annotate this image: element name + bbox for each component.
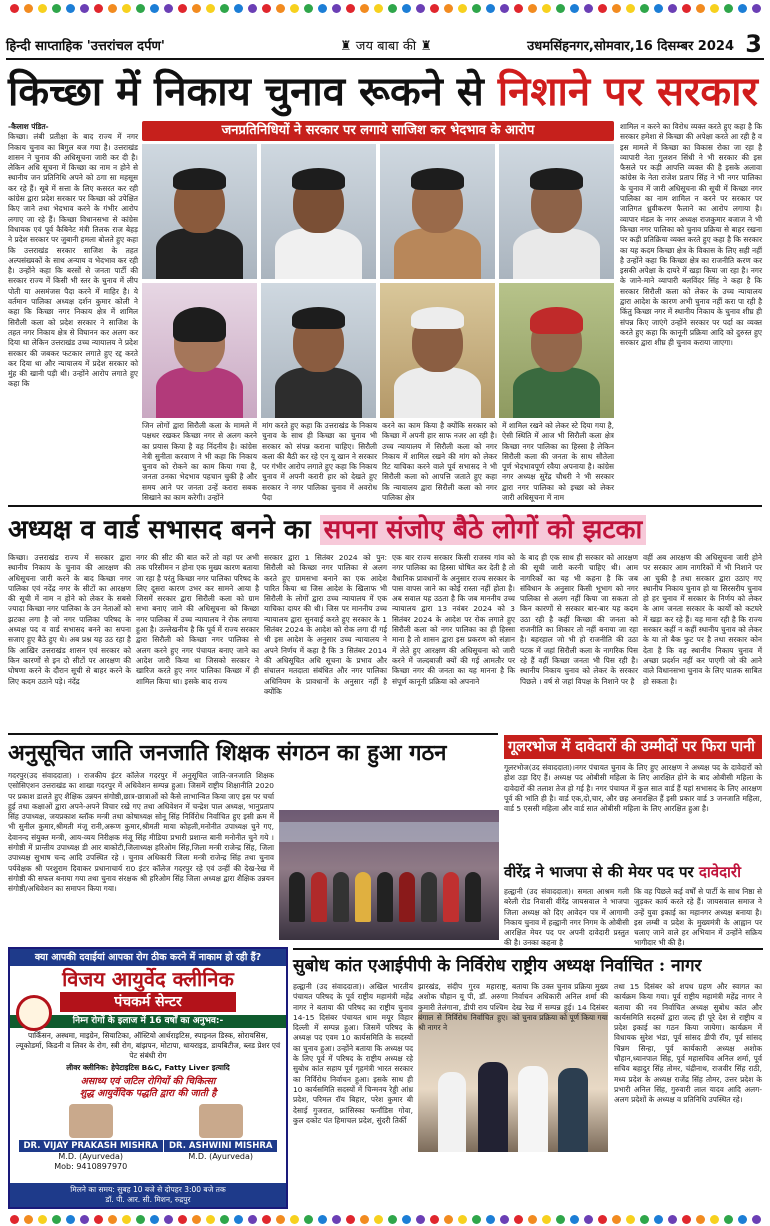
color-dot <box>500 4 509 13</box>
color-dot <box>332 1215 341 1224</box>
article-4-body: गूलरभोज(उद संवाददाता)।नगर पंचायत चुनाव के लिए हुए आरक्षण ने अध्यक्ष पद के दावेदारों को होश उड़ा दिए हैं। अध्यक्ष पद ओबीसी महिला के लिए आरक्षित होने के बाद ओबीसी महिला के दावेदारों की तलाश तेज हो गई है। नगर पंचायत में कुल सात वार्ड हैं यहां सभासद के लिए आरक्षण पूर्व की भांति ही है। वार्ड एक,दो,चार, और छह अनारक्षित हैं इसी प्रकार वार्ड 3 जनजाति महिला, वार्ड 5 एससी महिला और वार्ड सात ओबीसी महिला के लिए आरक्षित हुआ है। <box>504 763 762 814</box>
color-dot <box>458 1215 467 1224</box>
article-6-column-4: तथा 15 दिसंबर को शपथ ग्रहण और स्वागत का कार्यक्रम किया गया। पूर्व राष्ट्रीय महामंत्री महेंद्र नागर ने बताया की नव निर्वाचित अध्यक्ष सुबोध कांत और कार्यसमिति सदस्यों द्वारा जल्द ही पूरे देश से राष्ट्रीय व प्रदेश इकाई का गठन किया जायेगा। कार्यक्रम में विधायक सुरेश भंडा, पूर्व सांसद डीपी रॉय, पूर्व सांसद चिन्नम सिन्हा, पूर्व कार्यकारी अध्यक्ष अशोक चौहान,ध्यानपाल सिंह, पूर्व महासचिव अनिल शर्मा, पूर्व सचिव बहादुर सिंह तोमर, चंद्रीनाथ, राजवीर सिंह राठी, मध्य प्रदेश के अध्यक्ष राजेंद्र सिंह तोमर, उत्तर प्रदेश के प्रभारी अनिल सिंह, गुरुवारी लाल यादव आदि अलग-अलग प्रदेशों के अध्यक्ष व प्रतिनिधि उपस्थित रहे। <box>614 982 762 1105</box>
color-dot <box>654 4 663 13</box>
color-dot <box>150 4 159 13</box>
ad-highlight-1: असाध्य एवं जटिल रोगियों की चिकित्सा <box>80 1076 216 1087</box>
color-dot <box>346 1215 355 1224</box>
color-dot <box>598 4 607 13</box>
article-2-column-4: एक बार राज्य सरकार किसी राजस्व गांव को नगर पालिका का हिस्सा घोषित कर देती है तो वैधानिक प्रावधानों के अनुसार राज्य सरकार के पास वापस जाने का कोई रास्ता नहीं होता है। अब सवाल यह उठता है कि जब माननीय उच्च न्यायालय द्वारा 13 नवंबर 2024 को 3 सितंबर 2024 के आदेश पर रोक लगाते हुए सिरौली कला को नगर पालिका का ही हिस्सा माना है तो शासन द्वारा इस प्रकरण को संज्ञान में लेते हुए आरक्षण की अधिसूचना को जारी करने में जल्दबाजी क्यों की गई आमतौर पर किच्छा नगर की जनता का यह मानना है कि संपूर्ण कानूनी प्रक्रिया को अपनाने <box>392 553 515 686</box>
article-6-column-3: बताया कि उक्त चुनाव प्रक्रिया मुख्य निर्वाचन अधिकारी अनिल शर्मा की देख रेख में सम्पन्न हुई। 14 दिसंबर को चुनाव प्रक्रिया को पूर्ण किया गया <box>512 982 608 1022</box>
color-dot <box>626 1215 635 1224</box>
color-dot <box>178 1215 187 1224</box>
color-dot <box>738 4 747 13</box>
color-dot <box>346 4 355 13</box>
color-dot <box>724 4 733 13</box>
color-dot <box>80 1215 89 1224</box>
color-dot <box>710 4 719 13</box>
masthead-motto: ♜ जय बाबा की ♜ <box>340 39 432 54</box>
article-6-column-1: हल्द्वानी (उद संवाददाता)। अखिल भारतीय पंचायत परिषद के पूर्व राष्ट्रीय महामंत्री महेंद्र नागर ने बताया की परिषद का राष्ट्रीय चुनाव 14-15 दिसंबर पंचायत धाम मयूर विहार दिल्ली में सम्पन्न हुआ। जिसमें परिषद के अध्यक्ष पद एवम 10 कार्यसमिति के सदस्यों का चुनाव हुआ। उन्होंने बताया कि अध्यक्ष पद के लिए पूर्व में परिषद के राष्ट्रीय अध्यक्ष रहे सुबोध कांत सहाय पूर्व गृहमंत्री भारत सरकार का निर्विरोध निर्वाचन हुआ। इसके साथ ही 10 कार्यसमिति सदस्यों में चिन्मनय रेड्डी आंध्र प्रदेश, परिमल रॉय बिहार, परेश कुमार बी देसाई गुजरात, फ्रांसिस्का फर्नांडिस गोवा, कुल दकोट पंत हिमाचल प्रदेश, सुंदरी तिर्की <box>293 982 413 1125</box>
color-dot <box>668 4 677 13</box>
byline: -कैलाश पंडित- <box>8 122 49 131</box>
color-dot <box>402 1215 411 1224</box>
color-dot <box>262 4 271 13</box>
group-photo <box>279 810 499 940</box>
color-dot <box>514 1215 523 1224</box>
color-dot <box>752 4 761 13</box>
color-dot <box>556 4 565 13</box>
color-dot <box>626 4 635 13</box>
color-dot <box>206 1215 215 1224</box>
color-dot <box>80 4 89 13</box>
page-number: 3 <box>745 30 762 58</box>
portrait-photo <box>380 144 495 279</box>
color-dot <box>38 4 47 13</box>
color-dot <box>220 1215 229 1224</box>
paper-title: हिन्दी साप्ताहिक 'उत्तरांचल दर्पण' <box>6 39 165 54</box>
color-dot <box>94 1215 103 1224</box>
article-2-column-1: किच्छा। उत्तराखंड राज्य में सरकार द्वारा स्थानीय निकाय के चुनाव की आरक्षण की अधिसूचना जारी करने के बाद किच्छा नगर पालिका एवं नदेंद्र नगर के सीटों का आरक्षण की सूची में नाम न होने को लेकर के सबसे ज्यादा किच्छा नगर पालिका के उन नेताओं को झटका लगा है जो नगर पालिका परिषद के अध्यक्ष पद व वार्ड सभासद बनने का सपना सजाए हुए बैठे हुए थे। अब प्रश्न यह उठ रहा है कि आखिर उत्तराखंड शासन एवं सरकार को किन कारणों से इन दो सीटों पर आरक्षण की घोषणा करने के दौरान सूची से बाहर करने के लिए कदम उठाने पड़े। नंदेंद्र <box>8 553 131 686</box>
doctor-photo <box>199 1104 243 1138</box>
color-dot <box>458 4 467 13</box>
color-dot <box>416 4 425 13</box>
article-2-column-5: के बाद ही एक साथ ही सरकार को आरक्षण की सूची जारी करनी चाहिए थी। आम नागरिकों का यह भी कहना है कि जब संविधान के अनुसार किसी भूभाग को नगर पालिका से अलग नहीं किया जा सकता तो किन कारणों से सरकार बार-बार यह कदम उठा रही है कहीं किच्छा की जनता को राजनीति का शिकार तो नहीं बनाया जा रहा है। बहरहाल जो भी हो राजनीति की उठा पटक में जहां सिरौली कला के नागरिक पिस रहे हैं वहीं किच्छा जनता भी पिस रही है। स्थानीय निकाय चुनाव को लेकर के सरकार पिछले । वर्ष से जहां विपक्ष के निशाने पर है <box>520 553 638 686</box>
portrait-photo <box>142 144 257 279</box>
color-dot <box>52 1215 61 1224</box>
color-dot <box>304 4 313 13</box>
doctor-name: DR. VIJAY PRAKASH MISHRA <box>19 1140 163 1152</box>
color-dot <box>486 4 495 13</box>
ad-doctors <box>10 1104 286 1172</box>
color-dot <box>290 1215 299 1224</box>
portrait-photo <box>261 144 376 279</box>
color-dot <box>430 4 439 13</box>
doctor-card <box>164 1104 278 1172</box>
ad-liver-clinic: लीवर क्लीनिक: हेपेटाइटिस B&C, Fatty Liver इत्यादि <box>66 1063 230 1072</box>
color-dot <box>682 4 691 13</box>
color-dot <box>514 4 523 13</box>
color-dot <box>276 1215 285 1224</box>
color-dot <box>584 4 593 13</box>
color-dot <box>388 1215 397 1224</box>
color-dot <box>444 1215 453 1224</box>
color-dot <box>570 4 579 13</box>
color-dot <box>206 4 215 13</box>
article-1-column-2: जिन लोगों द्वारा सिरौली कला के मामले में पक्षधर रखकर किच्छा नगर से अलग करने का प्रयास किया है वह निंदनीय है। कांग्रेस नेत्री सुनीता करवाण ने भी कहा कि निकाय चुनाव को रोकने का काम किया गया है, जनता उनका भेदभाव पहचान चुकी है और समय आने पर जनता उन्हें करारा सबक सिखाने का काम करेगी। उन्होंने <box>142 421 257 503</box>
doctor-degree: M.D. (Ayurveda) <box>188 1152 253 1161</box>
doctor-degree: M.D. (Ayurveda) <box>58 1152 124 1161</box>
article-5-column-2: कि वह पिछले कई वर्षों से पार्टी के साथ निष्ठा से जुड़कर कार्य करते रहे हैं। जायसवाल समाज ने उन्हें युवा इकाई का महानगर अध्यक्ष बनाया है। इस लम्बी व प्रदेश के मुख्यमंत्री के आह्वान पर चलाए जाने वाले हर अभियान में उन्होंने सक्रिय भागीदार भी की है। <box>634 887 762 948</box>
color-dot <box>472 1215 481 1224</box>
color-dot <box>430 1215 439 1224</box>
dateline: उधमसिंहनगर,सोमवार,16 दिसम्बर 2024 <box>527 39 734 54</box>
article-2-headline: अध्यक्ष व वार्ड सभासद बनने का सपना संजोए बैठे लोगों को झटका <box>8 505 762 551</box>
color-dot <box>556 1215 565 1224</box>
color-dot <box>10 4 19 13</box>
color-dot <box>248 1215 257 1224</box>
color-dot <box>444 4 453 13</box>
color-dot <box>276 4 285 13</box>
color-dot <box>66 1215 75 1224</box>
color-dot <box>220 4 229 13</box>
color-dot <box>122 4 131 13</box>
color-dot <box>654 1215 663 1224</box>
color-dot <box>486 1215 495 1224</box>
top-color-strip <box>0 2 770 14</box>
color-dot <box>262 1215 271 1224</box>
masthead <box>6 32 764 60</box>
ad-footer: मिलने का समय: सुबह 10 बजे से दोपहर 3:00 बजे तक डॉ. पी. आर. सी. मिशन, रुद्रपुर <box>10 1183 286 1207</box>
clinic-logo-icon <box>16 995 52 1031</box>
ad-band: निम्न रोगों के इलाज में 16 वर्षों का अनुभव:- <box>10 1015 286 1028</box>
color-dot <box>108 4 117 13</box>
portrait-photo <box>499 283 614 418</box>
article-1-column-6: शामिल न करने का विरोध व्यक्त करते हुए कहा है कि सरकार हमेशा से किच्छा की अपेक्षा करते आ रही है व इस मामले में किच्छा का विकास रोका जा रहा है व्यापारी नेता गुलशन सिंधी ने भी सरकार की इस फैसले पर कड़ी आपत्ति व्यक्त की है इसके अलावा कांग्रेस के नेता राजेश प्रताप सिंह ने भी नगर पालिका के चुनाव में जारी अधिसूचना की सूची में किच्छा नगर पालिका का नाम शामिल न करने पर सरकार पर जातिगत ध्रुवीकरण फैलाने का आरोप लगाया है। व्यापार मंडल के नगर अध्यक्ष राजकुमार बजाज ने भी किच्छा नगर पालिका को चुनाव प्रक्रिया से बाहर रखना पर कड़ी प्रतिक्रिया व्यक्त करते हुए कहा है कि सरकार का यह कदम किच्छा क्षेत्र के विकास के लिए सही नहीं है उन्होंने कहा कि किच्छा क्षेत्र का राजनीति करण कर इसकी अपेक्षा के दायरे में खड़ा किया जा रहा है। नगर के जाने-माने व्यापारी बलविंदर सिंह ने कहा है कि सरकार सिरौली कला को लेकर के उच्च न्यायालय द्वारा आदेश के कारण अभी चुनाव नहीं करा पा रही है किंतु किच्छा नगर में स्थानीय निकाय के चुनाव शीघ्र ही संपन्न किए जाएंगे उन्होंने सरकार पर पर्दा का व्यक्त करते हुए कहा कि कानूनी प्रक्रिया आदि को दुरुस्त हुए सरकार द्वारा शीघ्र ही चुनाव कराया जाएगा। <box>620 122 762 348</box>
portrait-photo <box>499 144 614 279</box>
color-dot <box>738 1215 747 1224</box>
color-dot <box>528 1215 537 1224</box>
color-dot <box>584 1215 593 1224</box>
color-dot <box>136 4 145 13</box>
article-5-column-1: हल्द्वानी (उद संवाददाता)। समता आश्रम गली बरेली रोड निवासी वीरेंद्र जायसवाल ने भाजपा जिला अध्यक्ष को दिए आवेदन पत्र में आगामी निकाय चुनाव में हल्द्वानी नगर निगम के ओबीसी आरक्षित मेयर पद पर अपनी दावेदारी प्रस्तुत की है। उनका कहना है <box>504 887 629 948</box>
color-dot <box>416 1215 425 1224</box>
color-dot <box>668 1215 677 1224</box>
color-dot <box>710 1215 719 1224</box>
color-dot <box>374 4 383 13</box>
color-dot <box>612 4 621 13</box>
article-4-headline: गूलरभोज में दावेदारों की उम्मीदों पर फिरा पानी <box>504 735 762 759</box>
color-dot <box>360 4 369 13</box>
color-dot <box>108 1215 117 1224</box>
color-dot <box>66 4 75 13</box>
color-dot <box>136 1215 145 1224</box>
article-1-column-4: करने का काम किया है क्योंकि सरकार को किच्छा में अपनी हार साफ नजर आ रही है। उच्च न्यायालय में सिरौली कला को नगर निकाय में शामिल रखने की मांग को लेकर रिट याचिका करने वाले पूर्व सभासद ने भी सिरौली कला को आपत्ति जताते हुए कहा कि न्यायालय द्वारा सिरौली कला को नगर पालिका क्षेत्र <box>382 421 497 503</box>
article-2-column-6: वहीं अब आरक्षण की अधिसूचना जारी होने पर सरकार आम नागरिकों में भी निशाने पर आ चुकी है तथा सरकार द्वारा उठाए गए स्थानीय निकाय चुनाव हो या सिरसरीय चुनाव हो हर चुनाव में सरकार के निर्णय को लेकर के आम जनता सरकार के कार्यों को कटघरे में खड़ा कर रहे हैं। यह माना रही है कि राज्य सरकार कहीं न कहीं स्थानीय चुनाव को लेकर के या तो बैक फुट पर है तथा सरकार कोन देता है कि वह स्थानीय निकाय चुनाव में अच्छा प्रदर्शन नहीं कर पाएगी जो की आने वाले विधानसभा चुनाव के लिए घातक साबित हो सकता है। <box>643 553 762 686</box>
color-dot <box>304 1215 313 1224</box>
article-6-column-2: झारखंड, संदीप गुरव महाराष्ट्र, अशोक चौहान यू पी, डॉ. अरुणा कुमारी तेलंगाना, डीपी राय पश्चिम बंगाल से निर्विरोध निर्वाचित हुए। श्री नागर ने <box>418 982 508 1033</box>
color-dot <box>542 1215 551 1224</box>
color-dot <box>472 4 481 13</box>
article-1-column-1: -कैलाश पंडित- किच्छा। लंबी प्रतीक्षा के बाद राज्य में नगर निकाय चुनाव का बिगुल बज गया है। उत्तराखंड शासन ने चुनाव की अधिसूचना जारी कर दी है। लेकिन अधि सूचना में किच्छा का नाम न होने से स्थानीय जन प्रतिनिधि अपने को ठगा सा महसूस कर रहे हैं। सूबे में सत्ता के लिए कसरत कर रही कांग्रेस द्वारा प्रदेश सरकार पर किच्छा को उपेक्षित किए जाने तथा भेदभाव करने के गंभीर आरोप लगाए जा रहे हैं। किच्छा विधानसभा से कांग्रेस विधायक एवं पूर्व कैबिनेट मंत्री तिलक राज बेहड़ ने प्रदेश सरकार पर जुबानी हमला बोलते हुए कहा कि उत्तराखंड सरकार साजिश के तहत अल्पसंख्यकों के साथ अन्याय व भेदभाव कर रही है। उन्होंने कहा कि बरसों से जनता पार्टी की सरकार राज्य में किसी भी स्तर के चुनाव में लीप पोती या असमंजस पैदा करने में माहिर है। ये वर्तमान पालिका अध्यक्ष दर्शन कुमार कोली ने कहा कि किच्छा नगर निकाय क्षेत्र में शामिल सिरौली कला को प्रदेश सरकार ने साजिश के तहत नगर निकाय क्षेत्र से विघानन कर अलग कर दिया था लेकिन उत्तराखंड उच्च न्यायालय ने प्रदेश सरकार की जबकर फटकार लगाते हुए रद्द करते कर दिया था और न्यायालय में प्रदेश सरकार को मुंह की खानी पड़ी थी। उन्होंने आरोप लगाते हुए कहा कि <box>8 122 138 389</box>
color-dot <box>290 4 299 13</box>
color-dot <box>192 4 201 13</box>
color-dot <box>528 4 537 13</box>
ad-clinic-name: विजय आयुर्वेद क्लीनिक <box>62 967 234 991</box>
doctor-photo <box>69 1104 113 1138</box>
color-dot <box>122 1215 131 1224</box>
color-dot <box>248 4 257 13</box>
article-2-column-2: नगर की सीट की बात करें तो वहां पर अभी तक परिसीमन न होना एक मुख्य कारण बताया जा रहा है परंतु किच्छा नगर पालिका परिषद के लिए दूसरा कारण उभर कर सामने आया है जिसमें सरकार द्वारा सिरौली कला को ग्राम सभा बनाए जाने की अधिसूचना को किच्छा नगर पालिका में उच्च न्यायालय ने रोक लगाया हुआ है। उल्लेखनीय है कि पूर्व में राज्य सरकार द्वारा सिरौली को किच्छा नगर पालिका से अलग करने हुए नगर पंचायत बनाए जाने का आदेश जारी किया था जिसको सरकार ने खारिज करते हुए नगर पालिका किच्छा में ही शामिल किया था। इसके बाद राज्य <box>136 553 259 686</box>
doctor-name: DR. ASHWINI MISHRA <box>164 1140 278 1152</box>
color-dot <box>234 1215 243 1224</box>
article-6-headline: सुबोध कांत एआईपीपी के निर्विरोध राष्ट्रीय अध्यक्ष निर्वाचित : नागर <box>293 948 763 980</box>
color-dot <box>24 4 33 13</box>
color-dot <box>696 1215 705 1224</box>
color-dot <box>24 1215 33 1224</box>
article-1-photo-grid <box>142 144 614 418</box>
article-3-headline: अनुसूचित जाति जनजाति शिक्षक संगठन का हुआ गठन <box>8 733 498 769</box>
doctor-card <box>19 1104 163 1172</box>
color-dot <box>682 1215 691 1224</box>
article-1-headline: किच्छा में निकाय चुनाव रूकने से निशाने पर सरकार <box>8 68 758 115</box>
lamp-icon: ♜ <box>420 39 432 54</box>
color-dot <box>234 4 243 13</box>
article-2-column-3: सरकार द्वारा 1 सितंबर 2024 को पुन: सिरौली को किच्छा नगर पालिका से अलग करते हुए ग्रामसभा बनाने का एक आदेश पारित किया था जिस आदेश के खिलाफ भी सिरौली के लोगों द्वारा उच्च न्यायालय में एक याचिका दायर की थी। जिस पर माननीय उच्च न्यायालय द्वारा सुनवाई करते हुए सरकार के 1 सितंबर 2024 के आदेश को रोक लगा दी गई थी इस आदेश के अनुसार उच्च न्यायालय ने अपने निर्णय में कहा है कि 3 सितंबर 2014 की अधिसूचित अधि सूचना के प्रभाव और संचालन मतदाता संबंधित और नगर पालिका अधिनियम के प्रावधानों के अनुसार नहीं है क्योंकि <box>264 553 387 696</box>
color-dot <box>150 1215 159 1224</box>
color-dot <box>402 4 411 13</box>
color-dot <box>640 1215 649 1224</box>
bottom-color-strip <box>0 1213 770 1225</box>
color-dot <box>360 1215 369 1224</box>
color-dot <box>542 4 551 13</box>
portrait-photo <box>261 283 376 418</box>
ad-top-line: क्या आपकी दवाईयां आपका रोग ठीक करने में नाकाम हो रही हैं? <box>10 949 286 966</box>
article-3-body: गदरपुर(उद संवाददाता) । राजकीय इंटर कॉलेज गदरपुर में अनुसूचित जाति-जनजाति शिक्षक एसोसिएशन उत्तराखंड का शाखा गदरपुर में अधिवेशन सम्पन्न हुआ। जिसमें राष्ट्रीय शिक्षानीति 2020 पर प्रकाश डालते हुए शैक्षिक उन्नयन संगोष्ठी,छात्र-छात्राओं को कैसे लाभान्वित किया जाए इस पर चर्चा हुई तथा कक्षाओं द्वारा अपने-अपने विचार रखे गए तथा अधिवेशन में चन्द्रेश पाल अध्यक्ष, भानुप्रताप सिंह उपाध्यक्ष, जयप्रकाश ब्लॉक मन्त्री तथा कोषाध्यक्ष सोनू सिंह निर्विरोध निर्वाचित हुए इसी क्रम में भी सुनील कुमार,श्रीमती मंजू रानी,अरूण कुमार,श्रीमती माया कोहली,मनोनीत उपाध्यक्ष चुने गए, देवानन्द संयुक्त मन्त्री, आय-व्यय निरीक्षक मंजू सिंह मीडिया प्रभारी प्रशान्त बानी मनोनीत चुने गये । संगोष्ठी में प्रान्तीय उपाध्यक्ष डी आर बाकोटी,जिलाध्यक्ष हरिओम सिंह,जिला मन्त्री राजेन्द्र सिंह, जिला उपाध्यक्ष सुभाष चन्द आदि उपस्थित रहे । चुनाव अधिकारी जिला मन्त्री राजेन्द्र सिंह तथा चुनाव पर्यवेक्षक श्री परशुराम दिवाकर प्रधानाचार्य रा0 इंटर कॉलेज गदरपुर रहे एवं उन्हीं की देख-रेख में संगोष्ठी की सफल बनाया गया तथा चुनाव संरक्षक श्री हरिओम सिंह जिला अध्यक्ष द्वारा शैक्षिक उन्नयन संगोष्ठी/अधिवेशन का समापन किया गया। <box>8 771 274 894</box>
color-dot <box>10 1215 19 1224</box>
ad-disease-list: पार्किंसन, अस्थमा, माइग्रेन, सियाटिका, ऑस्टियो आर्थराइटिस, स्पाइनल डिस्क, सोरायसिस, ल्यूकोडर्मा, किडनी व लिवर के रोग, स्त्री रोग, बांझपन, मोटापा, थायराइड, डायबिटीज, ब्लड प्रेशर एवं पेट संबंधी रोग <box>15 1031 281 1060</box>
color-dot <box>164 4 173 13</box>
article-1-banner: जनप्रतिनिधियों ने सरकार पर लगाये साजिश कर भेदभाव के आरोप <box>142 121 614 141</box>
color-dot <box>570 1215 579 1224</box>
ad-highlight-2: शुद्ध आयुर्वेदिक पद्धति द्वारा की जाती है <box>79 1088 217 1099</box>
ad-subtitle: पंचकर्म सेन्टर <box>60 992 236 1012</box>
article-5-headline: वीरेंद्र ने भाजपा से की मेयर पद पर दावेदारी <box>504 863 741 881</box>
color-dot <box>178 4 187 13</box>
color-dot <box>192 1215 201 1224</box>
color-dot <box>640 4 649 13</box>
color-dot <box>164 1215 173 1224</box>
color-dot <box>94 4 103 13</box>
article-1-column-3: मांग करते हुए कहा कि उत्तराखंड के निकाय चुनाव के साथ ही किच्छा का चुनाव भी सरकार को संपन्न कराना चाहिए। सिरौली कला की बैठी कर रहे एन यू खान ने सरकार पर गंभीर आरोप लगाते हुए कहा कि निकाय चुनाव में अपनी करारी हार को देखते हुए सरकार ने नगर पालिका चुनाव में अवरोध पैदा <box>262 421 377 503</box>
color-dot <box>318 4 327 13</box>
color-dot <box>38 1215 47 1224</box>
color-dot <box>388 4 397 13</box>
color-dot <box>374 1215 383 1224</box>
color-dot <box>52 4 61 13</box>
color-dot <box>318 1215 327 1224</box>
doctor-phone: Mob: 9410897970 <box>54 1162 128 1171</box>
color-dot <box>500 1215 509 1224</box>
portrait-photo <box>142 283 257 418</box>
lamp-icon: ♜ <box>340 39 352 54</box>
portrait-photo <box>380 283 495 418</box>
color-dot <box>612 1215 621 1224</box>
color-dot <box>598 1215 607 1224</box>
color-dot <box>332 4 341 13</box>
color-dot <box>724 1215 733 1224</box>
clinic-advertisement <box>8 947 288 1209</box>
color-dot <box>752 1215 761 1224</box>
article-1-column-5: में शामिल रखने को लेकर स्टे दिया गया है, ऐसी स्थिति में आज भी सिरौली कला क्षेत्र किच्छा नगर पालिका का हिस्सा है लेकिन सिरौली कला की जनता के साथ सौतेला पूर्ण भेदभावपूर्ण रवैया अपनाया है। कांग्रेस नगर अध्यक्ष सुरेंद्र चौधरी ने भी सरकार द्वारा नगर पालिका को इच्छा को लेकर जारी अधिसूचना में नाम <box>502 421 614 503</box>
color-dot <box>696 4 705 13</box>
